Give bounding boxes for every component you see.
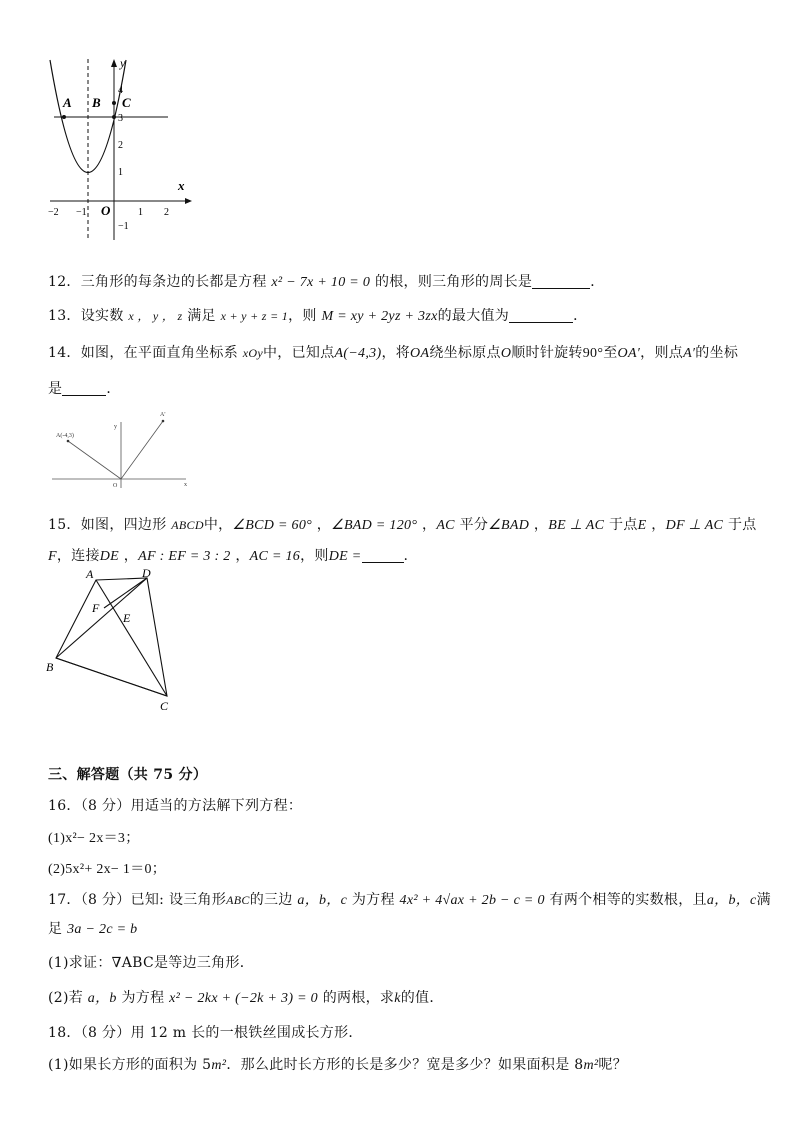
fig-label: E <box>123 611 131 625</box>
q18-part1: (1)如果长方形的面积为 5m²．那么此时长方形的长是多少？宽是多少？如果面积是 8m²呢？ <box>48 1057 627 1073</box>
fig-label-a: A(-4,3) <box>56 433 74 439</box>
question-12: 12．三角形的每条边的长都是方程 x² − 7x + 10 = 0 的根，则三角形的周长是 ． <box>48 274 605 290</box>
label-y: y <box>120 56 126 70</box>
question-14: 14．如图，在平面直角坐标系 xOy中，已知点A(−4,3)，将OA绕坐标原点O顺时针旋转90°至OA′，则点A′的坐标 <box>48 345 739 361</box>
quadrilateral-figure <box>44 566 184 714</box>
y-tick: 3 <box>118 113 123 124</box>
x-tick: 2 <box>164 207 169 218</box>
question-14-line2: 是 ． <box>48 381 121 397</box>
diagonal-ac <box>96 580 167 696</box>
fig-label: A <box>86 567 94 581</box>
point-c <box>112 115 116 119</box>
segment-oa-prime <box>121 421 163 479</box>
y-tick: 2 <box>118 140 123 151</box>
q16-part1: (1)x²− 2x＝3； <box>48 831 140 846</box>
question-15-line2: F，连接DE ，AF : EF = 3 : 2 ，AC = 16，则DE = . <box>48 548 409 564</box>
y-tick: 4 <box>118 85 123 96</box>
x-axis-arrow <box>185 198 192 204</box>
fig-label: C <box>160 699 169 713</box>
q12-answer-blank[interactable] <box>532 274 590 289</box>
fig-label: B <box>46 660 54 674</box>
fig-label-x: x <box>184 482 187 488</box>
fig-point-a <box>67 440 70 443</box>
question-17: 17．（8 分）已知: 设三角形ABC的三边 a，b，c 为方程 4x² + 4√ax + 2b − c = 0 有两个相等的实数根，且a，b，c满 <box>48 892 771 908</box>
question-15: 15．如图，四边形 ABCD中，∠BCD = 60° ，∠BAD = 120° ，AC 平分∠BAD ，BE ⊥ AC 于点E ，DF ⊥ AC 于点 <box>48 517 757 533</box>
question-13: 13．设实数 x ， y ， z 满足 x + y + z = 1，则 M = xy + 2yz + 3zx的最大值为 ． <box>48 308 588 324</box>
y-tick: 1 <box>118 167 123 178</box>
q17-part2: (2)若 a，b 为方程 x² − 2kx + (−2k + 3) = 0 的两根，求k的值． <box>48 990 444 1006</box>
fig-label-a-prime: A' <box>160 412 166 418</box>
label-x: x <box>178 178 185 193</box>
fig-point-a-prime <box>162 420 165 423</box>
x-tick: −1 <box>76 207 87 218</box>
y-axis-arrow <box>111 59 117 67</box>
fig-label: D <box>142 566 151 580</box>
label-origin: O <box>101 203 111 218</box>
question-16: 16．（8 分）用适当的方法解下列方程： <box>48 798 303 814</box>
q15-answer-blank[interactable] <box>362 548 404 563</box>
segment-bd-f <box>104 578 147 608</box>
x-tick: 1 <box>138 207 143 218</box>
q12-equation: x² − 7x + 10 = 0 <box>271 275 371 290</box>
point-b <box>112 101 116 105</box>
fig-label: F <box>92 601 100 615</box>
y-tick: −1 <box>118 221 129 232</box>
section-title: 三、解答题（共 75 分） <box>48 767 208 783</box>
q17-part1: (1)求证：∇ABC是等边三角形． <box>48 955 255 971</box>
q12-text: 12．三角形的每条边的长都是方程 <box>48 274 267 290</box>
question-17-line2: 足 3a − 2c = b <box>48 921 138 937</box>
x-tick: −2 <box>48 207 59 218</box>
fig-label-y: y <box>114 424 117 430</box>
q12-text2: 的根，则三角形的周长是 <box>374 274 533 290</box>
q14-answer-blank[interactable] <box>62 381 106 396</box>
question-18: 18．（8 分）用 12 m 长的一根铁丝围成长方形． <box>48 1025 363 1041</box>
fig-label-o: O <box>113 483 118 489</box>
rotation-figure <box>48 408 193 490</box>
point-a <box>62 115 66 119</box>
parabola-graph <box>40 55 200 245</box>
q16-part2: (2)5x²+ 2x− 1＝0； <box>48 862 167 877</box>
segment-de <box>56 658 167 696</box>
label-c: C <box>122 95 131 110</box>
label-a: A <box>63 95 72 110</box>
q13-answer-blank[interactable] <box>509 308 573 323</box>
quadrilateral-abcd <box>56 578 167 696</box>
segment-oa <box>68 441 121 479</box>
label-b: B <box>92 95 101 110</box>
